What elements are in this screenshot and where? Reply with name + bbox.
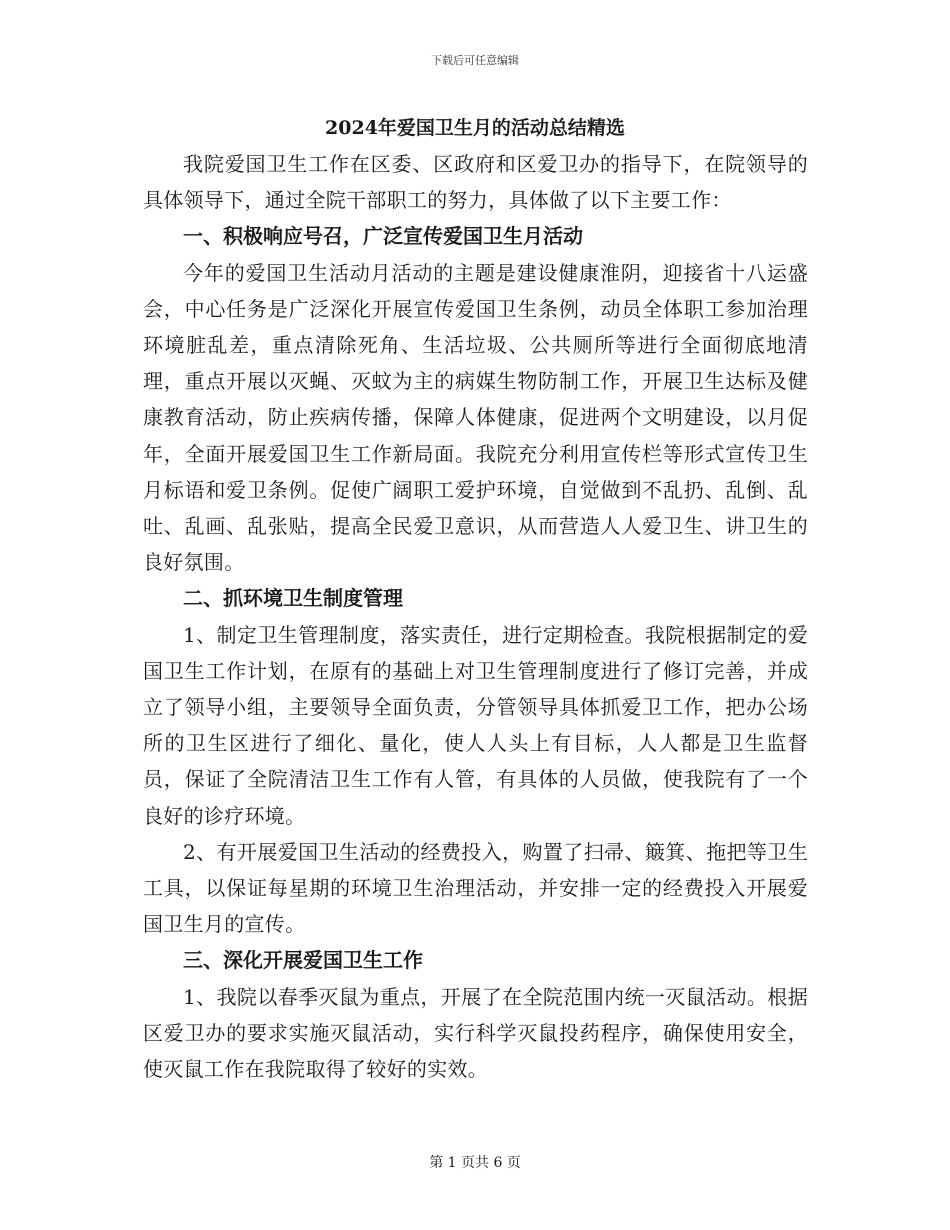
section-2-paragraph-2: 2、有开展爱国卫生活动的经费投入，购置了扫帚、簸箕、拖把等卫生工具，以保证每星期的环境卫生治理活动，并安排一定的经费投入开展爱国卫生月的宣传。: [143, 839, 808, 937]
document-body: [143, 146, 808, 1087]
section-2-paragraph-1: 1、制定卫生管理制度，落实责任，进行定期检查。我院根据制定的爱国卫生工作计划，在原有的基础上对卫生管理制度进行了修订完善，并成立了领导小组，主要领导全面负责，分管领导具体抓爱卫工作，把办公场所的卫生区进行了细化、量化，使人人头上有目标，人人都是卫生监督员，保证了全院清洁卫生工作有人管，有具体的人员做，使我院有了一个良好的诊疗环境。: [143, 622, 808, 828]
section-heading-1: 一、积极响应号召，广泛宣传爱国卫生月活动: [183, 224, 583, 249]
intro-paragraph: 我院爱国卫生工作在区委、区政府和区爱卫办的指导下，在院领导的具体领导下，通过全院干部职工的努力，具体做了以下主要工作：: [143, 152, 808, 213]
section-3-paragraph-1: 1、我院以春季灭鼠为重点，开展了在全院范围内统一灭鼠活动。根据区爱卫办的要求实施灭鼠活动，实行科学灭鼠投药程序，确保使用安全，使灭鼠工作在我院取得了较好的实效。: [143, 984, 808, 1082]
document-title: 2024年爱国卫生月的活动总结精选: [325, 117, 625, 139]
section-heading-2: 二、抓环境卫生制度管理: [183, 586, 403, 611]
section-1-paragraph: 今年的爱国卫生活动月活动的主题是建设健康淮阴，迎接省十八运盛会，中心任务是广泛深化开展宣传爱国卫生条例，动员全体职工参加治理环境脏乱差，重点清除死角、生活垃圾、公共厕所等进行全面彻底地清理，重点开展以灭蝇、灭蚊为主的病媒生物防制工作，开展卫生达标及健康教育活动，防止疾病传播，保障人体健康，促进两个文明建设，以月促年，全面开展爱国卫生工作新局面。我院充分利用宣传栏等形式宣传卫生月标语和爱卫条例。促使广阔职工爱护环境，自觉做到不乱扔、乱倒、乱吐、乱画、乱张贴，提高全民爱卫意识，从而营造人人爱卫生、讲卫生的良好氛围。: [143, 260, 808, 575]
page-header-note: 下载后可任意编辑: [431, 54, 519, 67]
page-number: 第 1 页共 6 页: [429, 1155, 521, 1171]
section-heading-3: 三、深化开展爱国卫生工作: [183, 948, 423, 973]
